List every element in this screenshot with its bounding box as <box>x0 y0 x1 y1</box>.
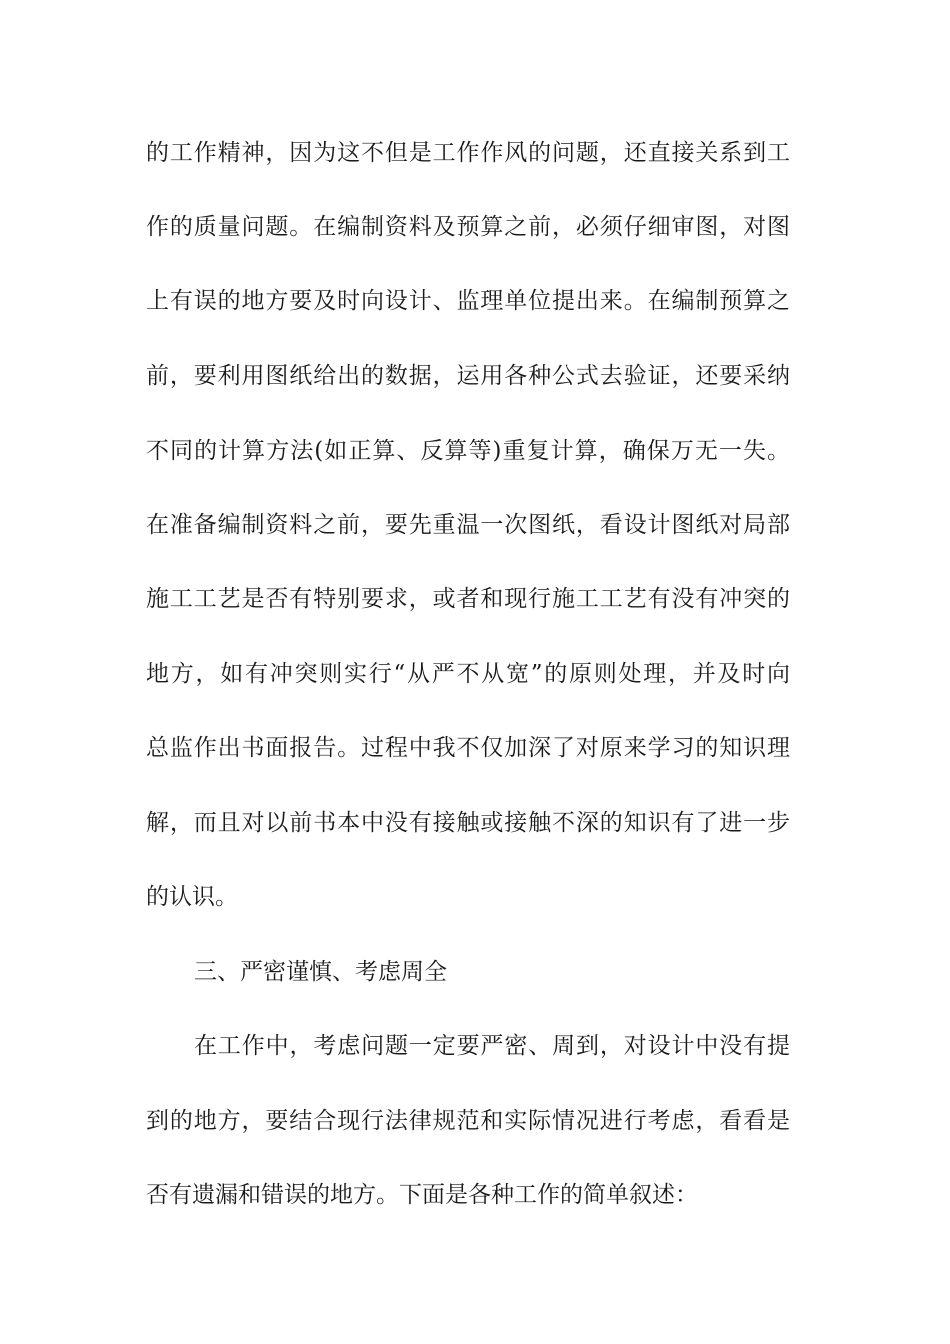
text-line: 地方，如有冲突则实行“从严不从宽”的原则处理，并及时向 <box>146 661 790 687</box>
text-line: 总监作出书面报告。过程中我不仅加深了对原来学习的知识理 <box>146 735 790 761</box>
text-line: 前，要利用图纸给出的数据，运用各种公式去验证，还要采纳 <box>146 363 790 389</box>
text-line: 不同的计算方法(如正算、反算等)重复计算，确保万无一失。 <box>146 438 790 464</box>
text-line: 到的地方，要结合现行法律规范和实际情况进行考虑，看看是 <box>146 1108 790 1134</box>
text-line: 作的质量问题。在编制资料及预算之前，必须仔细审图，对图 <box>146 214 790 240</box>
text-line: 在工作中，考虑问题一定要严密、周到，对设计中没有提 <box>194 1033 790 1059</box>
text-line: 上有误的地方要及时向设计、监理单位提出来。在编制预算之 <box>146 288 790 314</box>
text-line: 施工工艺是否有特别要求，或者和现行施工工艺有没有冲突的 <box>146 586 790 612</box>
text-line: 的认识。 <box>146 884 238 910</box>
text-line: 的工作精神，因为这不但是工作作风的问题，还直接关系到工 <box>146 140 790 166</box>
section-heading: 三、严密谨慎、考虑周全 <box>194 959 447 985</box>
text-line: 在准备编制资料之前，要先重温一次图纸，看设计图纸对局部 <box>146 512 790 538</box>
text-line: 解，而且对以前书本中没有接触或接触不深的知识有了进一步 <box>146 810 790 836</box>
text-line: 否有遗漏和错误的地方。下面是各种工作的简单叙述： <box>146 1182 698 1208</box>
